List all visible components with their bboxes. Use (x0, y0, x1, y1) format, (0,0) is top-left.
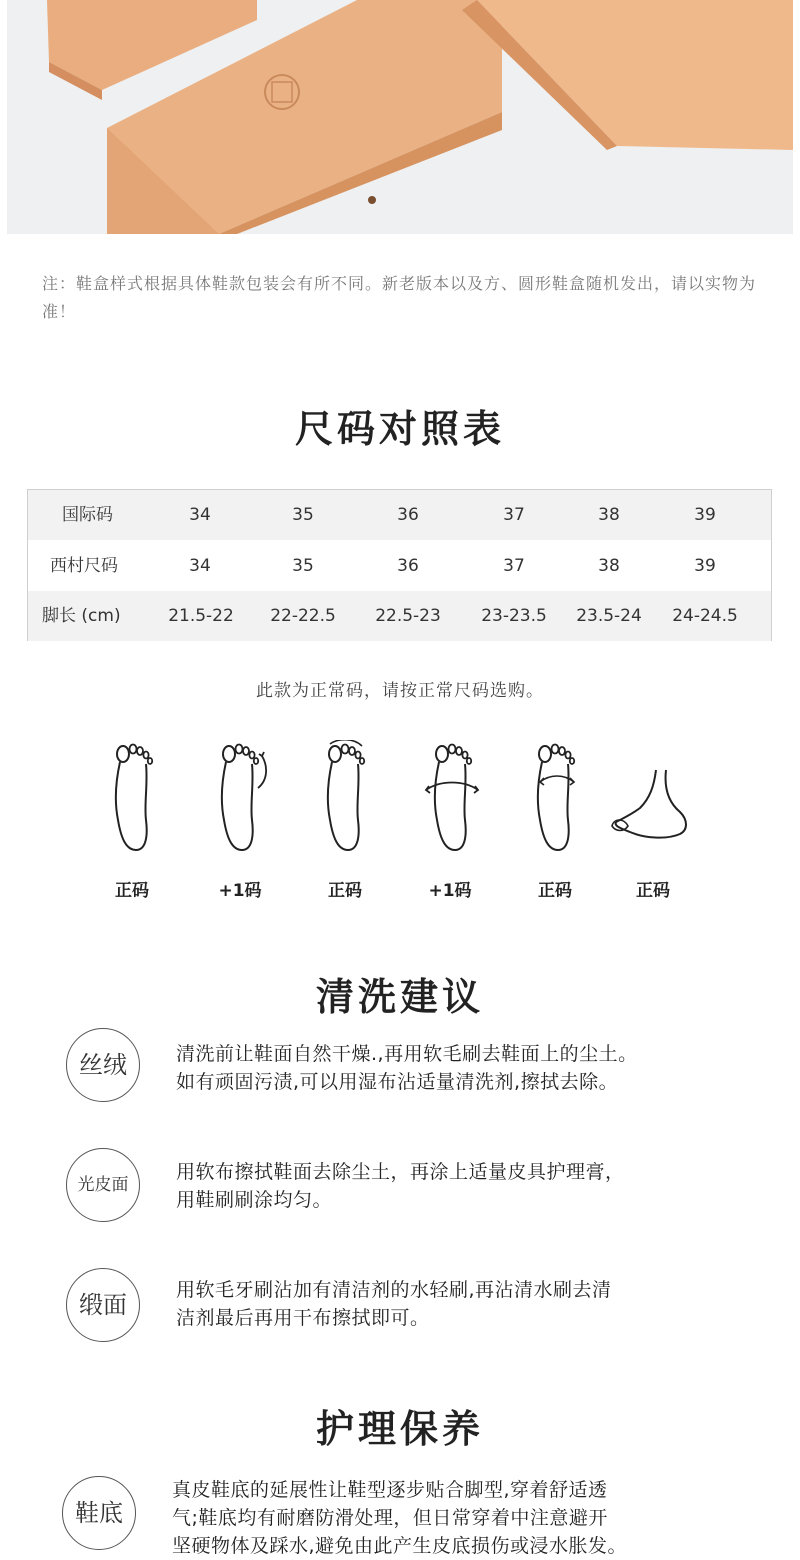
care-text-line: 清洗前让鞋面自然干燥.,再用软毛刷去鞋面上的尘土。 (176, 1043, 638, 1065)
material-badge: 鞋底 (62, 1476, 136, 1550)
table-cell: 38 (598, 505, 620, 525)
table-row (28, 490, 771, 540)
care-text-line: 如有顽固污渍,可以用湿布沾适量清洗剂,擦拭去除。 (176, 1071, 619, 1093)
normal-foot-icon (106, 740, 158, 852)
size-chart-title: 尺码对照表 (294, 406, 505, 451)
high-instep-foot-icon (610, 768, 692, 842)
wide-forefoot-icon (420, 740, 482, 852)
table-cell: 22.5-23 (375, 606, 441, 626)
table-cell: 39 (694, 505, 716, 525)
care-text (176, 1158, 756, 1214)
care-text (176, 1040, 756, 1096)
row-label: 西村尺码 (50, 556, 118, 576)
narrow-foot-icon (528, 740, 584, 852)
row-label: 国际码 (62, 505, 113, 525)
size-advice: 此款为正常码，请按正常尺码选购。 (256, 681, 544, 701)
table-cell: 36 (397, 505, 419, 525)
table-cell: 34 (189, 556, 211, 576)
table-cell: 38 (598, 556, 620, 576)
care-text-line: 气;鞋底均有耐磨防滑处理，但日常穿着中注意避开 (172, 1507, 608, 1529)
foot-label: +1码 (218, 881, 262, 901)
table-cell: 34 (189, 505, 211, 525)
table-cell: 39 (694, 556, 716, 576)
foot-label: 正码 (115, 881, 149, 901)
wide-big-toe-foot-icon (212, 740, 274, 852)
shoe-box-photo (7, 0, 793, 234)
table-cell: 22-22.5 (270, 606, 336, 626)
table-cell: 37 (503, 505, 525, 525)
table-cell: 24-24.5 (672, 606, 738, 626)
cleaning-title: 清洗建议 (315, 974, 484, 1019)
packaging-note: 注：鞋盒样式根据具体鞋款包装会有所不同。新老版本以及方、圆形鞋盒随机发出，请以实物为准！ (42, 274, 757, 321)
row-label: 脚长 (cm) (42, 606, 121, 626)
foot-label: +1码 (428, 881, 472, 901)
material-badge: 光皮面 (66, 1148, 140, 1222)
normal-foot-icon (318, 740, 370, 852)
table-cell: 35 (292, 505, 314, 525)
table-cell: 36 (397, 556, 419, 576)
foot-label: 正码 (636, 881, 670, 901)
table-row (28, 541, 771, 591)
foot-label: 正码 (538, 881, 572, 901)
care-text (176, 1276, 756, 1332)
material-badge: 丝绒 (66, 1028, 140, 1102)
foot-label: 正码 (328, 881, 362, 901)
care-text-line: 用软布擦拭鞋面去除尘土，再涂上适量皮具护理膏， (176, 1161, 625, 1183)
care-text-line: 洁剂最后再用干布擦拭即可。 (176, 1307, 430, 1329)
table-cell: 23.5-24 (576, 606, 642, 626)
care-text-line: 坚硬物体及踩水,避免由此产生皮底损伤或浸水胀发。 (172, 1535, 628, 1557)
size-table (27, 489, 772, 641)
table-cell: 21.5-22 (168, 606, 234, 626)
care-title: 护理保养 (315, 1406, 484, 1451)
table-cell: 37 (503, 556, 525, 576)
care-text-line: 真皮鞋底的延展性让鞋型逐步贴合脚型,穿着舒适透 (172, 1479, 608, 1501)
care-text-line: 用软毛牙刷沾加有清洁剂的水轻刷,再沾清水刷去清 (176, 1279, 612, 1301)
material-badge: 缎面 (66, 1268, 140, 1342)
table-row (28, 591, 771, 641)
table-cell: 35 (292, 556, 314, 576)
table-cell: 23-23.5 (481, 606, 547, 626)
care-text-line: 用鞋刷刷涂均匀。 (176, 1189, 333, 1211)
care-text (172, 1476, 752, 1560)
